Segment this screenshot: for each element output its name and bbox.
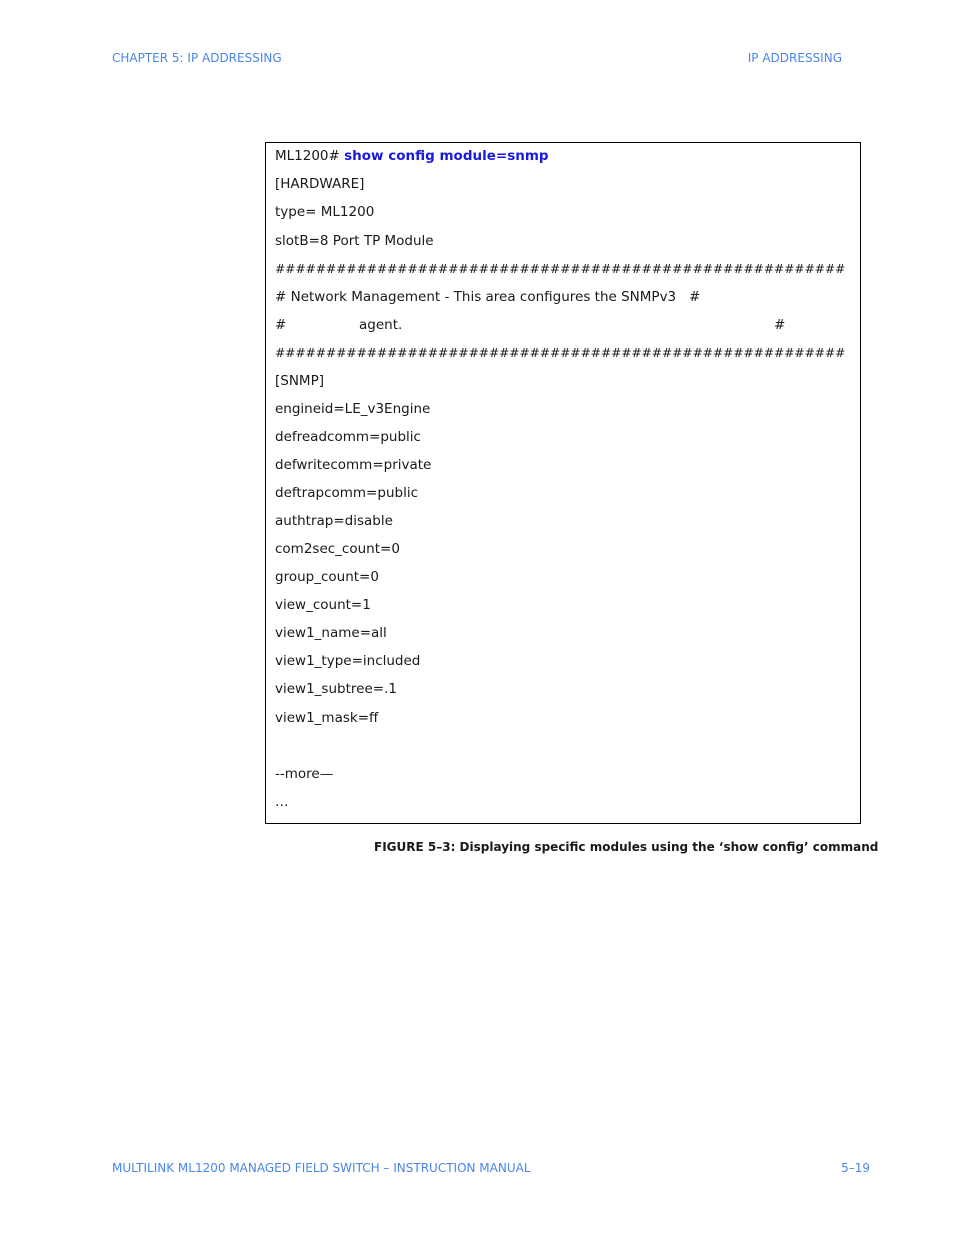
code-line: authtrap=disable [275, 513, 393, 529]
chapter-title: CHAPTER 5: IP ADDRESSING [112, 51, 282, 65]
cli-output-box [265, 142, 861, 824]
figure-caption: FIGURE 5–3: Displaying specific modules using the ‘show config’ command [374, 840, 879, 854]
code-line: engineid=LE_v3Engine [275, 401, 431, 417]
running-header [0, 51, 954, 71]
code-line: # Network Management - This area configures the SNMPv3 [275, 289, 677, 305]
more-prompt: --more— [275, 766, 334, 782]
page-number: 5–19 [841, 1161, 870, 1175]
code-line: view1_type=included [275, 653, 421, 669]
code-line: view1_subtree=.1 [275, 681, 397, 697]
command-line [275, 146, 549, 166]
running-footer [0, 1161, 954, 1181]
code-line: ######################################################## [275, 261, 846, 276]
code-line: defwritecomm=private [275, 457, 432, 473]
code-line: # [275, 317, 287, 333]
code-line: slotB=8 Port TP Module [275, 233, 434, 249]
code-line: defreadcomm=public [275, 429, 421, 445]
cli-command: show config module=snmp [344, 148, 549, 164]
code-line: # [774, 317, 786, 333]
code-line: group_count=0 [275, 569, 379, 585]
section-title: IP ADDRESSING [747, 51, 842, 65]
code-line: view1_mask=ff [275, 710, 379, 726]
code-line: com2sec_count=0 [275, 541, 400, 557]
code-line: [HARDWARE] [275, 176, 365, 192]
code-line: type= ML1200 [275, 204, 375, 220]
code-line: view1_name=all [275, 625, 387, 641]
cli-prompt: ML1200# [275, 148, 345, 164]
code-line: # [689, 289, 701, 305]
manual-title: MULTILINK ML1200 MANAGED FIELD SWITCH – INSTRUCTION MANUAL [112, 1161, 531, 1175]
code-line: view_count=1 [275, 597, 371, 613]
code-line: deftrapcomm=public [275, 485, 418, 501]
code-line: [SNMP] [275, 373, 324, 389]
code-line: ######################################################## [275, 345, 846, 360]
code-line: agent. [359, 317, 403, 333]
ellipsis: … [275, 794, 289, 810]
